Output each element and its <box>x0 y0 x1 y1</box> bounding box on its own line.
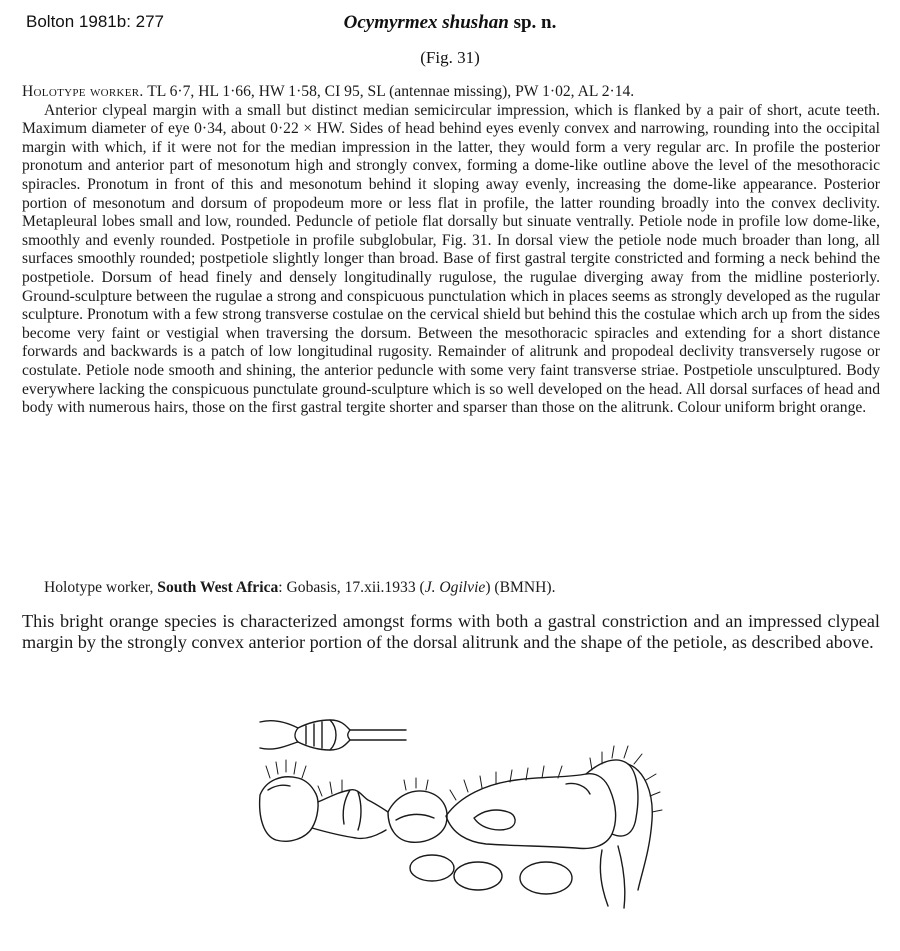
species-title <box>0 12 900 34</box>
dorsal-petiole-view <box>260 720 406 750</box>
material-prefix: Holotype worker, <box>44 579 158 596</box>
diagnosis-paragraph: This bright orange species is characterized amongst forms with both a gastral constriction and an impressed clypeal margin by the strongly convex anterior portion of the dorsal alitrunk and the shape of the petiole, as described above. <box>22 611 880 652</box>
ant-profile-figure <box>246 700 666 920</box>
measurements-line <box>22 83 880 102</box>
citation-label: Bolton 1981b: 277 <box>26 12 165 31</box>
material-detail: : Gobasis, 17.xii.1933 ( <box>278 579 425 596</box>
species-name: Ocymyrmex shushan <box>343 12 509 33</box>
description-paragraph: Anterior clypeal margin with a small but distinct median semicircular impression, which is flanked by a pair of short, acute teeth. Maximum diameter of eye 0·34, about 0·22 × HW. Sides of head behind eyes evenly convex and narrowing, rounding into the occipital margin with which, if it were not for the median impression in the latter, they would form a very regular arc. In profile the posterior pronotum and anterior part of mesonotum high and strongly convex, forming a dome-like outline above the level of the mesothoracic spiracles. Pronotum in front of this and mesonotum behind it sloping away evenly, increasing the dome-like appearance. Posterior portion of mesonotum and dorsum of propodeum more or less flat in profile, the latter rounding broadly into the convex declivity. Metapleural lobes small and low, rounded. Peduncle of petiole flat dorsally but sinuate ventrally. Petiole node in profile low dome-like, smoothly and evenly rounded. Postpetiole in profile subglobular, Fig. 31. In dorsal view the petiole node much broader than long, all surfaces smoothly rounded; postpetiole slightly longer than broad. Base of first gastral tergite constricted and forming a neck behind the postpetiole. Dorsum of head finely and densely longitudinally rugulose, the rugulae diverging away from the midline posteriorly. Ground-sculpture between the rugulae a strong and conspicuous punctulation which in places seems as strongly developed as the rugular sculpture. Pronotum with a few strong transverse costulae on the cervical shield but behind this the costulae which arch up from the sides become very faint or vestigial when traversing the dorsum. Between the mesothoracic spiracles and extending for a short distance forwards and backwards is a patch of low longitudinal rugosity. Remainder of alitrunk and propodeal declivity transversely rugose or costulate. Petiole node smooth and shining, the anterior peduncle with some very faint transverse striae. Postpetiole unsculptured. Body everywhere lacking the conspicuous punctulate ground-sculpture which is so well developed on the head. All dorsal surfaces of head and body with numerous hairs, those on the first gastral tergite shorter and sparser than those on the alitrunk. Colour uniform bright orange. <box>22 101 880 417</box>
figure-reference: (Fig. 31) <box>420 48 480 67</box>
material-suffix: ) (BMNH). <box>485 579 556 596</box>
description-block <box>22 83 880 418</box>
measurements-text: TL 6·7, HL 1·66, HW 1·58, CI 95, SL (antennae missing), PW 1·02, AL 2·14. <box>143 83 635 100</box>
material-collector: J. Ogilvie <box>424 579 486 596</box>
material-locality: South West Africa <box>157 579 279 596</box>
species-status: sp. n. <box>508 12 557 33</box>
material-examined <box>44 579 556 597</box>
lateral-body-outline <box>260 760 653 908</box>
description-heading: Holotype worker. <box>22 83 144 100</box>
